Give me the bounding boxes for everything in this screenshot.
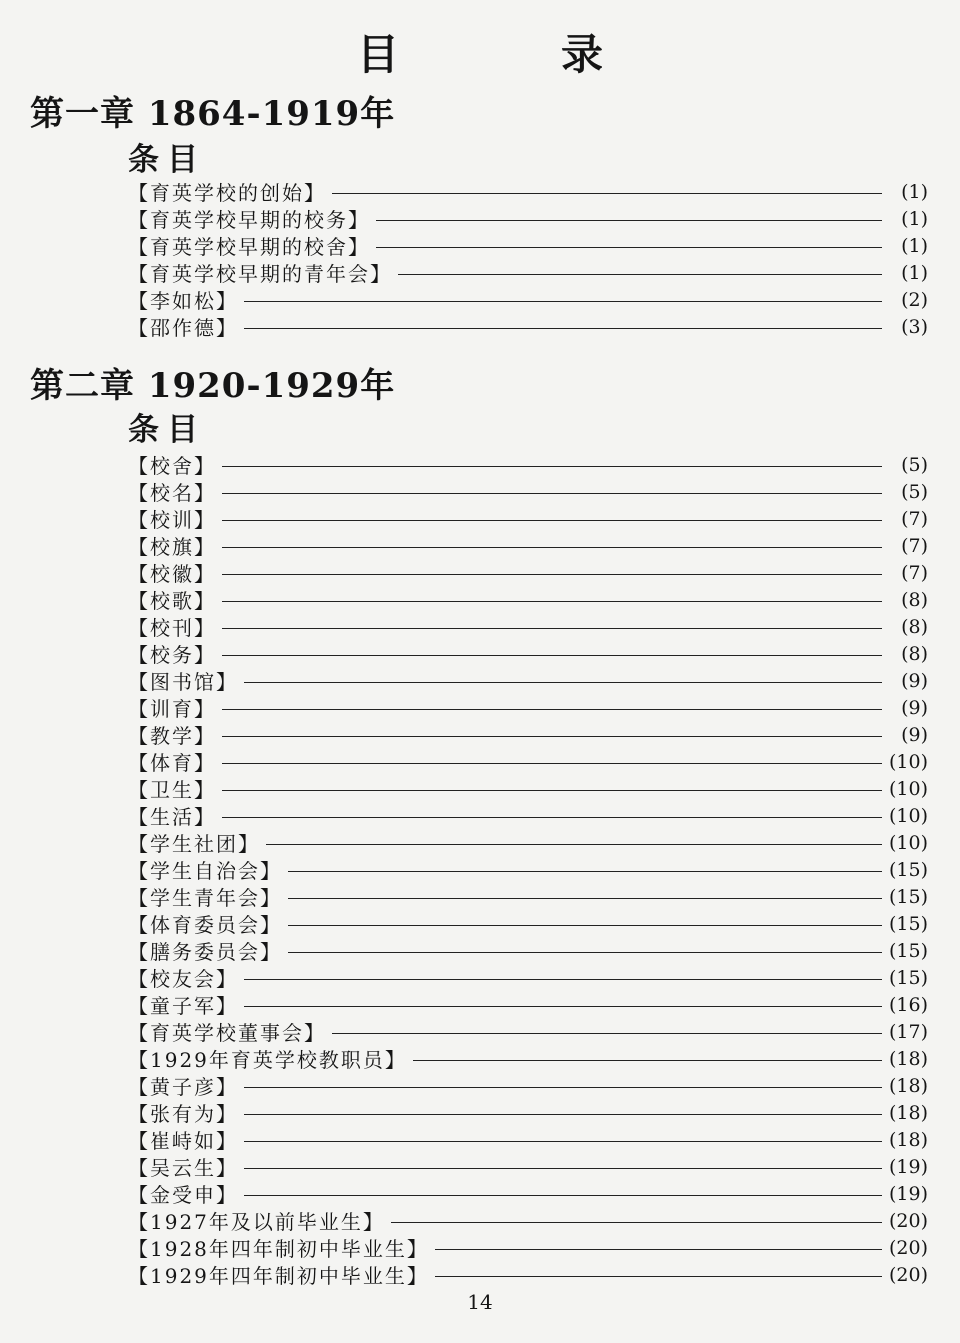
toc-entry-page: (17)	[888, 1020, 928, 1043]
toc-entry[interactable]	[128, 286, 928, 313]
leader-line	[413, 1060, 882, 1061]
toc-entry-page: (15)	[888, 885, 928, 908]
toc-entry[interactable]	[128, 964, 928, 991]
leader-line	[222, 763, 882, 764]
toc-entry-title: 【校舍】	[128, 454, 216, 478]
toc-entry-title: 【训育】	[128, 697, 216, 721]
leader-line	[244, 979, 882, 980]
toc-entry-page: (10)	[888, 831, 928, 854]
toc-entry[interactable]	[128, 721, 928, 748]
toc-entry-page: (2)	[901, 288, 928, 311]
toc-entry-title: 【教学】	[128, 724, 216, 748]
toc-entry-title: 【生活】	[128, 805, 216, 829]
leader-line	[244, 1114, 882, 1115]
page-title: 目 录	[356, 30, 663, 79]
leader-line	[222, 790, 882, 791]
toc-entry-title: 【学生青年会】	[128, 886, 282, 910]
toc-entry[interactable]	[128, 1153, 928, 1180]
toc-entry-page: (9)	[901, 723, 928, 746]
toc-entry-title: 【育英学校的创始】	[128, 181, 326, 205]
toc-entry-title: 【黄子彦】	[128, 1075, 238, 1099]
chapter-2-entry-list	[128, 451, 928, 1288]
leader-line	[288, 925, 882, 926]
toc-entry-page: (19)	[888, 1182, 928, 1205]
leader-line	[288, 952, 882, 953]
chapter-2-heading: 第二章 1920-1929年	[30, 366, 396, 406]
toc-entry-page: (7)	[901, 534, 928, 557]
toc-entry-title: 【育英学校早期的校舍】	[128, 235, 370, 259]
toc-entry-title: 【校名】	[128, 481, 216, 505]
toc-entry[interactable]	[128, 259, 928, 286]
leader-line	[244, 682, 882, 683]
toc-entry-title: 【体育委员会】	[128, 913, 282, 937]
toc-entry-title: 【学生自治会】	[128, 859, 282, 883]
leader-line	[222, 493, 882, 494]
toc-entry[interactable]	[128, 1018, 928, 1045]
leader-line	[222, 628, 882, 629]
toc-entry-title: 【校歌】	[128, 589, 216, 613]
toc-entry-title: 【邵作德】	[128, 316, 238, 340]
toc-entry-title: 【张有为】	[128, 1102, 238, 1126]
leader-line	[222, 709, 882, 710]
toc-entry-title: 【校刊】	[128, 616, 216, 640]
toc-entry[interactable]	[128, 748, 928, 775]
toc-entry-page: (1)	[901, 234, 928, 257]
toc-entry-title: 【崔峙如】	[128, 1129, 238, 1153]
chapter-1-entry-list	[128, 178, 928, 340]
toc-entry-title: 【1929年育英学校教职员】	[128, 1048, 407, 1072]
leader-line	[244, 1195, 882, 1196]
toc-entry-page: (15)	[888, 966, 928, 989]
toc-entry-page: (8)	[901, 615, 928, 638]
leader-line	[435, 1249, 882, 1250]
leader-line	[288, 871, 882, 872]
toc-entry-page: (19)	[888, 1155, 928, 1178]
chapter-1-subheading: 条目	[128, 142, 206, 178]
toc-entry-page: (8)	[901, 588, 928, 611]
leader-line	[398, 274, 882, 275]
toc-entry-title: 【育英学校董事会】	[128, 1021, 326, 1045]
toc-entry[interactable]	[128, 451, 928, 478]
toc-entry-title: 【校旗】	[128, 535, 216, 559]
leader-line	[244, 1168, 882, 1169]
toc-entry-page: (15)	[888, 939, 928, 962]
leader-line	[266, 844, 882, 845]
toc-entry-page: (20)	[888, 1236, 928, 1259]
toc-entry-title: 【1927年及以前毕业生】	[128, 1210, 385, 1234]
leader-line	[244, 301, 882, 302]
chapter-2-subheading: 条目	[128, 412, 206, 448]
toc-entry[interactable]	[128, 829, 928, 856]
toc-entry-page: (1)	[901, 261, 928, 284]
leader-line	[222, 817, 882, 818]
toc-entry-page: (10)	[888, 804, 928, 827]
toc-entry[interactable]	[128, 613, 928, 640]
toc-entry-title: 【校务】	[128, 643, 216, 667]
toc-entry-page: (15)	[888, 858, 928, 881]
toc-entry-page: (9)	[901, 696, 928, 719]
toc-entry-page: (10)	[888, 777, 928, 800]
toc-entry[interactable]	[128, 478, 928, 505]
toc-entry-title: 【育英学校早期的校务】	[128, 208, 370, 232]
toc-entry-title: 【卫生】	[128, 778, 216, 802]
toc-entry[interactable]	[128, 1234, 928, 1261]
toc-entry[interactable]	[128, 694, 928, 721]
toc-entry-page: (18)	[888, 1047, 928, 1070]
toc-entry-page: (10)	[888, 750, 928, 773]
toc-entry[interactable]	[128, 802, 928, 829]
toc-entry[interactable]	[128, 1261, 928, 1288]
toc-entry-page: (8)	[901, 642, 928, 665]
leader-line	[222, 520, 882, 521]
toc-entry-title: 【吴云生】	[128, 1156, 238, 1180]
toc-entry[interactable]	[128, 178, 928, 205]
toc-entry-title: 【1928年四年制初中毕业生】	[128, 1237, 429, 1261]
leader-line	[222, 547, 882, 548]
toc-entry-page: (20)	[888, 1209, 928, 1232]
toc-entry[interactable]	[128, 313, 928, 340]
leader-line	[376, 220, 882, 221]
toc-entry-title: 【校训】	[128, 508, 216, 532]
toc-entry-page: (7)	[901, 507, 928, 530]
toc-entry[interactable]	[128, 856, 928, 883]
leader-line	[244, 1141, 882, 1142]
toc-entry-title: 【体育】	[128, 751, 216, 775]
leader-line	[376, 247, 882, 248]
toc-entry-title: 【膳务委员会】	[128, 940, 282, 964]
toc-entry-page: (15)	[888, 912, 928, 935]
toc-entry-title: 【学生社团】	[128, 832, 260, 856]
toc-entry[interactable]	[128, 1207, 928, 1234]
leader-line	[222, 466, 882, 467]
page-number: 14	[467, 1290, 493, 1314]
toc-entry[interactable]	[128, 586, 928, 613]
toc-entry-page: (18)	[888, 1074, 928, 1097]
toc-entry[interactable]	[128, 775, 928, 802]
toc-entry-page: (1)	[901, 180, 928, 203]
toc-entry[interactable]	[128, 559, 928, 586]
leader-line	[222, 601, 882, 602]
toc-entry-page: (9)	[901, 669, 928, 692]
leader-line	[244, 1087, 882, 1088]
toc-entry-title: 【校友会】	[128, 967, 238, 991]
toc-entry[interactable]	[128, 883, 928, 910]
toc-entry-page: (3)	[901, 315, 928, 338]
leader-line	[332, 193, 882, 194]
toc-entry[interactable]	[128, 505, 928, 532]
toc-entry[interactable]	[128, 640, 928, 667]
toc-entry[interactable]	[128, 1180, 928, 1207]
toc-entry-page: (1)	[901, 207, 928, 230]
toc-entry-page: (7)	[901, 561, 928, 584]
toc-entry[interactable]	[128, 910, 928, 937]
leader-line	[222, 736, 882, 737]
leader-line	[391, 1222, 882, 1223]
toc-entry-title: 【李如松】	[128, 289, 238, 313]
toc-entry-page: (5)	[901, 453, 928, 476]
toc-entry-page: (18)	[888, 1128, 928, 1151]
toc-entry-title: 【校徽】	[128, 562, 216, 586]
toc-entry-page: (16)	[888, 993, 928, 1016]
toc-entry-page: (18)	[888, 1101, 928, 1124]
toc-entry[interactable]	[128, 1072, 928, 1099]
toc-entry[interactable]	[128, 205, 928, 232]
toc-entry-page: (20)	[888, 1263, 928, 1286]
leader-line	[332, 1033, 882, 1034]
toc-entry-title: 【图书馆】	[128, 670, 238, 694]
chapter-1-heading: 第一章 1864-1919年	[30, 94, 396, 134]
toc-entry[interactable]	[128, 991, 928, 1018]
toc-entry-title: 【育英学校早期的青年会】	[128, 262, 392, 286]
leader-line	[244, 1006, 882, 1007]
toc-entry-title: 【童子军】	[128, 994, 238, 1018]
toc-entry[interactable]	[128, 1126, 928, 1153]
leader-line	[222, 655, 882, 656]
leader-line	[222, 574, 882, 575]
toc-entry[interactable]	[128, 532, 928, 559]
toc-entry-title: 【金受申】	[128, 1183, 238, 1207]
leader-line	[435, 1276, 882, 1277]
leader-line	[288, 898, 882, 899]
toc-entry[interactable]	[128, 232, 928, 259]
toc-entry[interactable]	[128, 667, 928, 694]
toc-entry-page: (5)	[901, 480, 928, 503]
toc-entry-title: 【1929年四年制初中毕业生】	[128, 1264, 429, 1288]
toc-entry[interactable]	[128, 1045, 928, 1072]
toc-entry[interactable]	[128, 1099, 928, 1126]
leader-line	[244, 328, 882, 329]
toc-entry[interactable]	[128, 937, 928, 964]
